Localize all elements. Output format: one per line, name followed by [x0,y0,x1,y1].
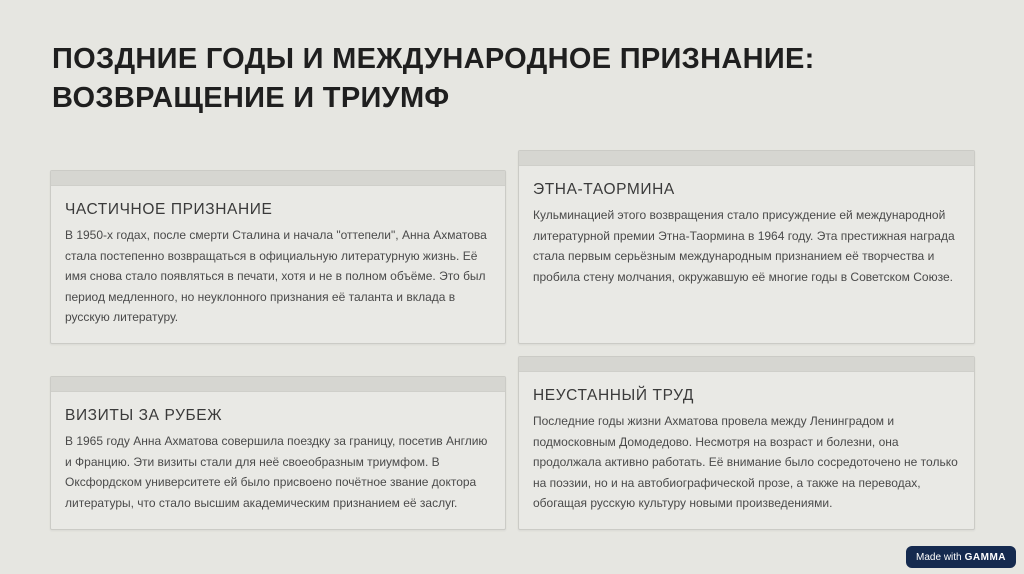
card-tireless-work [518,356,975,530]
card-top-bar [51,171,505,186]
card-top-bar [51,377,505,392]
page-title-line-2: ВОЗВРАЩЕНИЕ И ТРИУМФ [52,82,450,114]
card-heading: ЧАСТИЧНОЕ ПРИЗНАНИЕ [65,201,273,218]
card-body: В 1950-х годах, после смерти Сталина и начала "оттепели", Анна Ахматова стала постепенно возвращаться в официальную литературную жизнь. Её имя снова стало появляться в печати, хотя и не в полном объёме. Это был период медленного, но неуклонного признания её таланта и вклада в русскую литературу. [65,228,487,324]
badge-prefix: Made with [916,551,962,563]
card-top-bar [519,357,974,372]
card-etna-taormina [518,150,975,344]
card-heading: ЭТНА-ТАОРМИНА [533,181,675,198]
page-title [52,40,952,118]
made-with-gamma-badge[interactable] [906,546,1016,568]
card-body: В 1965 году Анна Ахматова совершила поездку за границу, посетив Англию и Францию. Эти визиты стали для неё своеобразным триумфом. В Оксфордском университете ей было присвоено почётное звание доктора литературы, что стало высшим академическим признанием её заслуг. [65,434,488,510]
card-partial-recognition [50,170,506,344]
card-top-bar [519,151,974,166]
card-heading: ВИЗИТЫ ЗА РУБЕЖ [65,407,223,424]
card-body: Кульминацией этого возвращения стало присуждение ей международной литературной премии Этна-Таормина в 1964 году. Эта престижная награда стала первым серьёзным международным признанием её творчества и пробила стену молчания, окружавшую её многие годы в Советском Союзе. [533,208,955,284]
card-visits-abroad [50,376,506,530]
page-title-line-1: ПОЗДНИЕ ГОДЫ И МЕЖДУНАРОДНОЕ ПРИЗНАНИЕ: [52,43,815,75]
gamma-logo: GAMMA [964,551,1006,563]
card-body: Последние годы жизни Ахматова провела между Ленинградом и подмосковным Домодедово. Несмотря на возраст и болезни, она продолжала активно работать. Её внимание было сосредоточено не только на поэзии, но и на автобиографической прозе, а также на переводах, обогащая русскую культуру новыми произведениями. [533,414,958,510]
card-heading: НЕУСТАННЫЙ ТРУД [533,387,695,404]
